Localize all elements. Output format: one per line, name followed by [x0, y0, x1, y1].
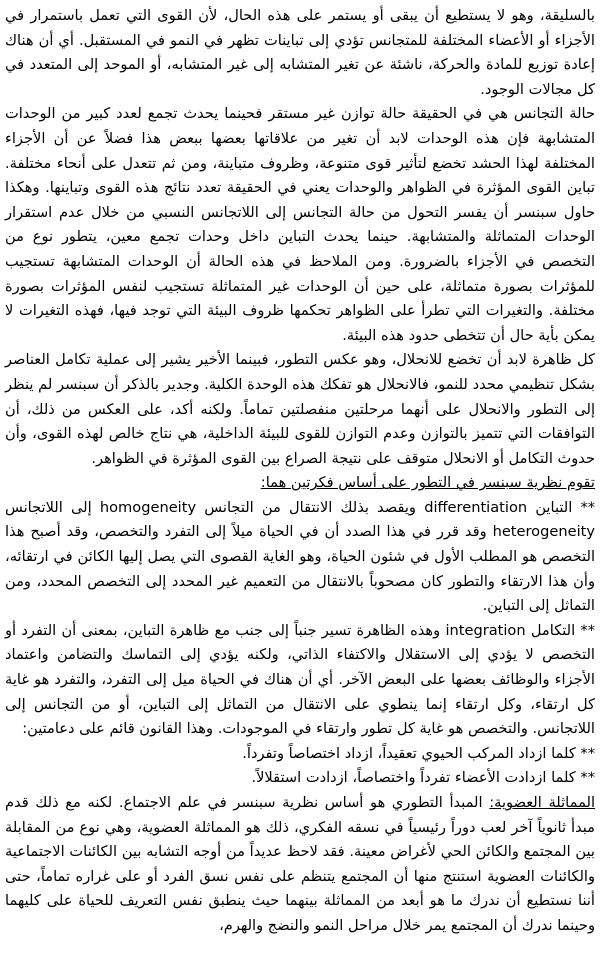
pillar-text: كلما ازداد المركب الحيوي تعقيداً، ازداد اختصاصاً وتفرداً.	[242, 744, 576, 762]
document-page	[5, 0, 595, 939]
idea-integration-text: وهذه الظاهرة تسير جنباً إلى جنب مع ظاهرة التباين، بمعنى أن التفرد أو التخصص لا يؤدي إلى الاستقلال والاكتفاء الذاتي، ولكنه يؤدي إلى التماسك والتضامن واعتماد الأجزاء والوظائف بعضها على البعض الآخر. أي أن هناك في الحياة ميل إلى التفرد، والتفرد هو غاية كل ارتقاء، وكل ارتقاء إنما ينطوي على الانتقال من التماثل إلى التباين، أو من التجانس إلى اللاتجانس. والتخصص هو غاية كل تطور وارتقاء في الموجودات. وهذا القانون قائم على دعامتين:	[5, 621, 595, 738]
bullet-marker: **	[580, 498, 596, 516]
bullet-marker: **	[580, 744, 595, 762]
idea-differentiation-prefix: التباين	[535, 498, 573, 516]
term-differentiation: differentiation	[424, 498, 528, 516]
paragraph-homogeneity: حالة التجانس هي في الحقيقة حالة توازن غير مستقر فحينما يحدث تجمع لعدد كبير من الوحدات المتشابهة فإن هذه الوحدات لابد أن تغير من علاقاتها بعضها ببعض هذا فضلاً عن أن الأجزاء المختلفة لهذا الحشد تخضع لتأثير قوى متنوعة، وظروف متباينة، ومن ثم تتعدل على أنحاء مختلفة. تباين القوى المؤثرة في الظواهر والوحدات يعني في الحقيقة تعدد نتائج هذه القوى وتباينها. وهكذا حاول سبنسر أن يفسر التحول من حالة التجانس إلى اللاتجانس النسبي من خلال عدم استقرار الوحدات المتماثلة والمتشابهة. حينما يحدث التباين داخل وحدات تجمع معين، يتطور نوع من التخصص في الأجزاء بالضرورة. ومن الملاحظ في هذه الحالة أن الوحدات المتشابهة تستجيب للمؤثرات بصورة متماثلة، على حين أن الوحدات غير المتماثلة تستجيب لنفس المؤثرات بصورة مختلفة. والتغيرات التي تطرأ على الظواهر تحكمها ظروف البيئة التي توجد فيها، فهذه التغيرات لا يمكن بأية حال أن تتخطى حدود هذه البيئة.	[5, 105, 595, 344]
pillar-item	[5, 742, 595, 767]
pillar-item	[5, 766, 595, 791]
idea-differentiation-mid2: إلى اللاتجانس	[5, 498, 92, 516]
bullet-marker: **	[580, 621, 596, 639]
bullet-marker: **	[580, 769, 595, 787]
idea-differentiation	[5, 496, 595, 619]
idea-differentiation-text: وقد قرر في هذا الصدد أن في الحياة ميلاً إلى التفرد والتخصص، وقد أصبح هذا التخصص هو المطلب الأول في شئون الحياة، وهو الغاية القصوى التي يصل إليها الكائن في ارتقائه، وأن هذا الارتقاء والتطور كان مصحوباً بالانتقال من التعميم غير المحدد إلى التخصص المحدد، ومن التماثل إلى التباين.	[5, 523, 595, 615]
term-integration: integration	[445, 621, 526, 639]
pillar-text: كلما ازدادت الأعضاء تفرداً واختصاصاً، ازدادت استقلالاً.	[251, 769, 576, 787]
idea-differentiation-mid1: ويقصد بذلك الانتقال من التجانس	[204, 498, 416, 516]
paragraph-organic-analogy	[5, 791, 595, 939]
term-heterogeneity: heterogeneity	[492, 523, 595, 541]
organic-analogy-lead: المماثلة العضوية:	[489, 794, 596, 811]
idea-integration-prefix: التكامل	[530, 621, 576, 639]
organic-analogy-text: المبدأ التطوري هو أساس نظرية سبنسر في علم الاجتماع. لكنه مع ذلك قدم مبدأ ثانوياً آخر لعب دوراً رئيسياً في نسقه الفكري، ذلك هو المماثلة العضوية، وهي نوع من المقابلة بين المجتمع والكائن الحي لأغراض معينة. فقد لاحظ عديداً من أوجه التشابه بين الكائنات الاجتماعية والكائنات العضوية استنتج منها أن المجتمع يتنظم على نفس نسق الفرد أو على غراره تماماً، حتى أننا نستطيع أن ندرك ما هو أبعد من المماثلة بينهما حيث ينطبق نفس التعريف للحياة على كليهما وحينما ندرك أن المجتمع يمر خلال مراحل النمو والنضج والهرم،	[5, 794, 595, 934]
section-heading: تقوم نظرية سبنسر في التطور على أساس فكرتين هما:	[260, 474, 595, 492]
paragraph-dissolution: كل ظاهرة لابد أن تخضع للانحلال، وهو عكس التطور، فبينما الأخير يشير إلى عملية تكامل العناصر بشكل تنظيمي محدد للنمو، فالانحلال هو تفكك هذه الوحدة الكلية. وجدير بالذكر أن سبنسر لم ينظر إلى التطور والانحلال على أنهما مرحلتين منفصلتين تماماً. ولكنه أكد، على العكس من ذلك، أن التوافقات التي تتميز بالتوازن وعدم التوازن للقوى للبيئة الداخلية، هي نتاج خالص لهذه القوى، وأن حدوث التكامل أو الانحلال متوقف على نتيجة الصراع بين القوى المؤثرة في الظواهر.	[5, 351, 595, 467]
term-homogeneity: homogeneity	[99, 498, 197, 516]
paragraph-intro: بالسليقة، وهو لا يستطيع أن يبقى أو يستمر على هذه الحال، لأن القوى التي تعمل باستمرار في الأجزاء أو الأعضاء المختلفة للمتجانس تؤدي إلى تباينات تظهر في النمو في المستقبل. أي أن هناك إعادة توزيع للمادة والحركة، ناشئة عن تغير المتشابه إلى غير المتشابه، أو الموحد إلى المتعدد في كل مجالات الوجود.	[5, 7, 595, 98]
idea-integration	[5, 619, 595, 742]
